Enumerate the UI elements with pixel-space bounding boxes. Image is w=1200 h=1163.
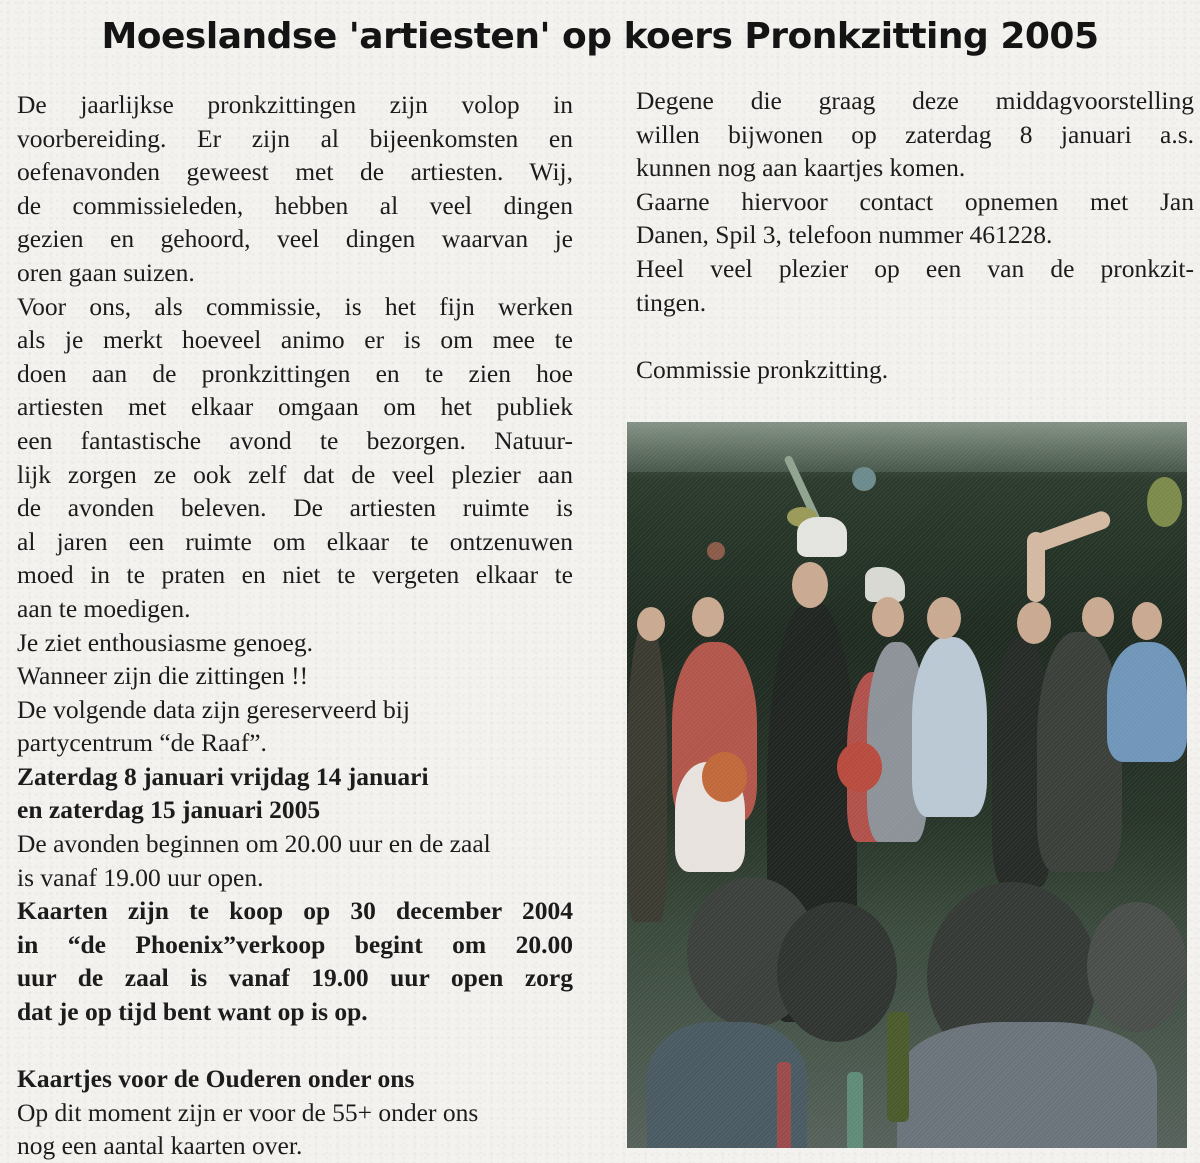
text-line: Heel veel plezier op een van de pronkzit-: [636, 253, 1194, 283]
text-line: Degene die graag deze middagvoorstelling: [636, 86, 1194, 115]
text-line: partycentrum “de Raaf”.: [17, 728, 267, 758]
text-line: Gaarne hiervoor contact opnemen met Jan: [636, 186, 1194, 216]
dates-line: Zaterdag 8 januari vrijdag 14 januari: [17, 761, 429, 791]
article-photo: [627, 422, 1187, 1148]
text-line: oren gaan suizen.: [17, 257, 195, 287]
paragraph-gap: [636, 319, 1194, 353]
times-line: De avonden beginnen om 20.00 uur en de zaal: [17, 829, 491, 859]
text-line: Voor ons, als commissie, is het fijn werken: [17, 291, 573, 321]
text-line: De jaarlijkse pronkzittingen zijn volop in: [17, 90, 573, 119]
text-line: de avonden beleven. De artiesten ruimte is: [17, 493, 573, 523]
paragraph-gap: [17, 1029, 573, 1063]
tickets-line: uur de zaal is vanaf 19.00 uur open zorg: [17, 963, 573, 993]
text-line: kunnen nog aan kaartjes komen.: [636, 153, 966, 183]
times-line: is vanaf 19.00 uur open.: [17, 862, 264, 892]
text-line: Je ziet enthousiasme genoeg.: [17, 627, 313, 657]
text-line: willen bijwonen op zaterdag 8 januari a.s.: [636, 119, 1194, 149]
text-line: De volgende data zijn gereserveerd bij: [17, 694, 410, 724]
text-line: oefenavonden geweest met de artiesten. Wij,: [17, 157, 573, 187]
right-column: [636, 84, 1194, 386]
tickets-line: Kaarten zijn te koop op 30 december 2004: [17, 896, 573, 926]
tickets-line: in “de Phoenix”verkoop begint om 20.00: [17, 929, 573, 959]
text-line: de commissieleden, hebben al veel dingen: [17, 190, 573, 220]
text-line: doen aan de pronkzittingen en te zien hoe: [17, 358, 573, 388]
text-line: Wanneer zijn die zittingen !!: [17, 661, 309, 691]
dates-line: en zaterdag 15 januari 2005: [17, 795, 321, 825]
article-title: Moeslandse 'artiesten' op koers Pronkzitting 2005: [101, 16, 1099, 57]
elderly-heading: Kaartjes voor de Ouderen onder ons: [17, 1064, 415, 1094]
text-line: een fantastische avond te bezorgen. Natuur-: [17, 425, 573, 455]
left-column: [17, 88, 573, 1163]
elderly-line: Op dit moment zijn er voor de 55+ onder ons: [17, 1097, 479, 1127]
text-line: Danen, Spil 3, telefoon nummer 461228.: [636, 220, 1053, 250]
signature: Commissie pronkzitting.: [636, 354, 889, 384]
text-line: tingen.: [636, 287, 707, 317]
text-line: gezien en gehoord, veel dingen waarvan je: [17, 224, 573, 254]
text-line: moed in te praten en niet te vergeten elkaar te: [17, 560, 573, 590]
text-line: al jaren een ruimte om elkaar te ontzenuwen: [17, 526, 573, 556]
text-line: artiesten met elkaar omgaan om het publiek: [17, 392, 573, 422]
elderly-line: nog een aantal kaarten over.: [17, 1131, 303, 1161]
text-line: als je merkt hoeveel animo er is om mee te: [17, 325, 573, 355]
photo-halftone: [627, 422, 1187, 1148]
text-line: aan te moedigen.: [17, 593, 191, 623]
text-line: lijk zorgen ze ook zelf dat de veel plezier aan: [17, 459, 573, 489]
tickets-line: dat je op tijd bent want op is op.: [17, 997, 368, 1027]
text-line: voorbereiding. Er zijn al bijeenkomsten en: [17, 123, 573, 153]
